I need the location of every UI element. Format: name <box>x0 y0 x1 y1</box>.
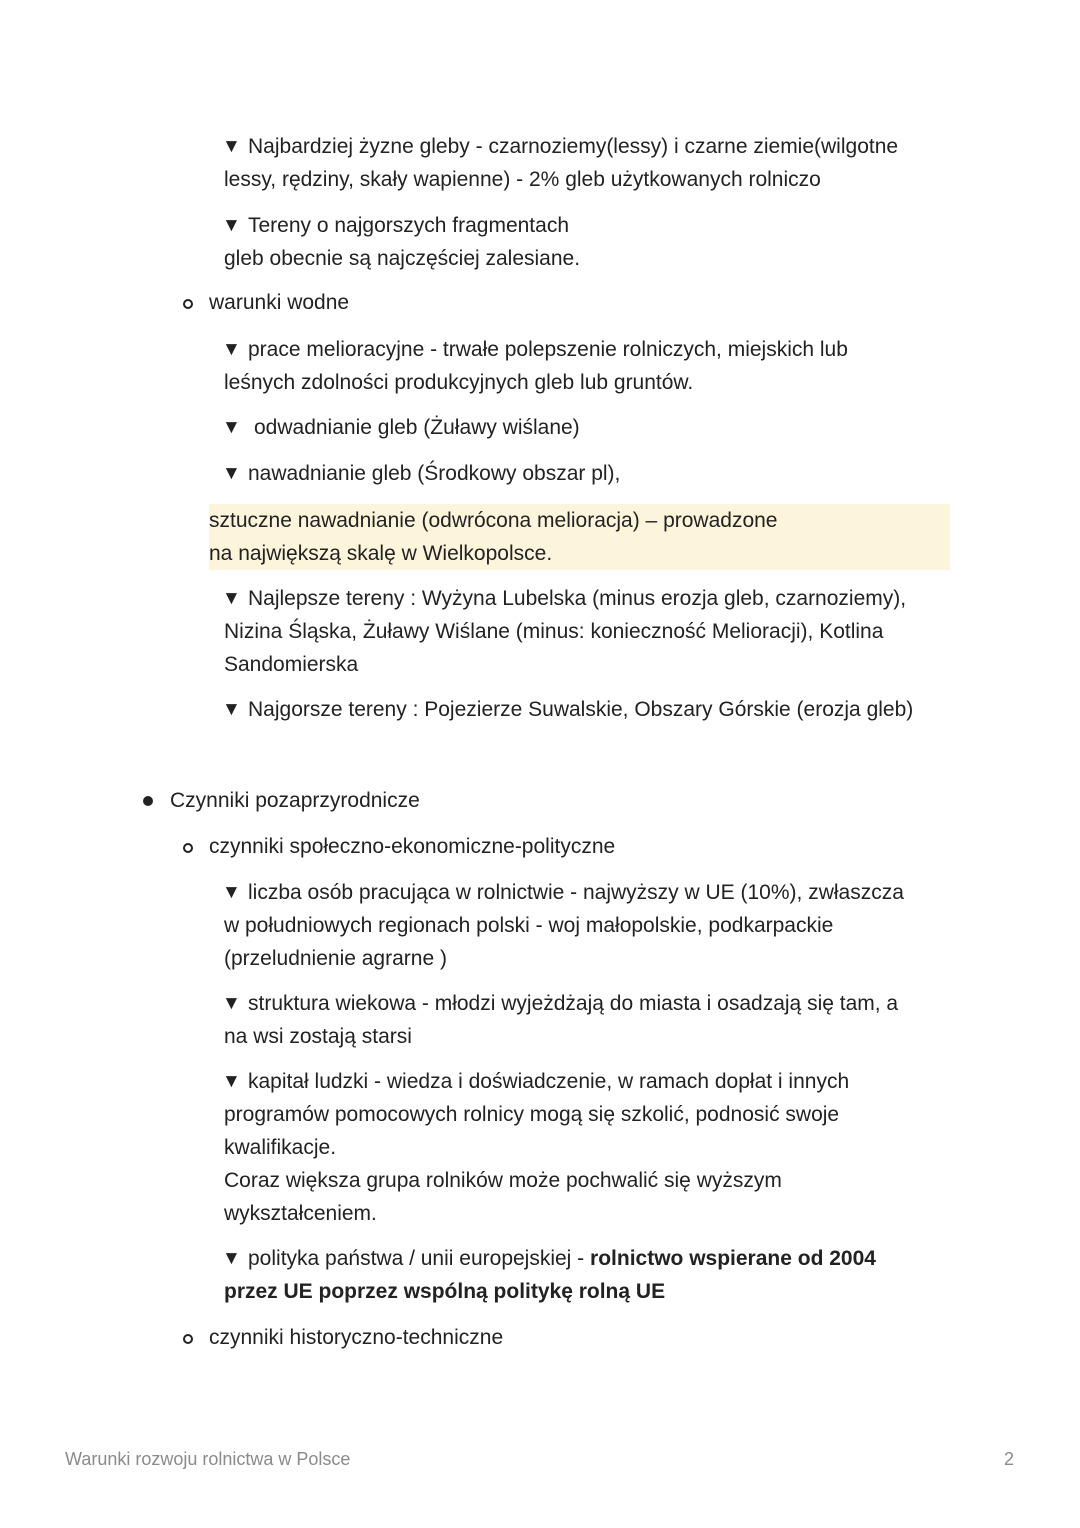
list-item-line: wykształceniem. <box>224 1202 377 1225</box>
list-item: odwadnianie gleb (Żuławy wiślane) <box>254 416 580 439</box>
highlight-line: na największą skalę w Wielkopolsce. <box>209 542 553 565</box>
triangle-bullet-icon: ▼ <box>222 588 241 609</box>
list-item-line: Najlepsze tereny : Wyżyna Lubelska (minus erozja gleb, czarnoziemy), <box>248 587 907 610</box>
list-item-line: w południowych regionach polski - woj małopolskie, podkarpackie <box>224 914 834 937</box>
circle-bullet-icon <box>183 843 193 853</box>
list-item <box>224 1065 964 1230</box>
list-item <box>224 987 964 1053</box>
triangle-bullet-icon: ▼ <box>222 463 241 484</box>
list-item-line: Coraz większa grupa rolników może pochwalić się wyższym <box>224 1169 782 1192</box>
list-item-line: Najbardziej żyzne gleby - czarnoziemy(lessy) i czarne ziemie(wilgotne <box>248 135 899 158</box>
list-item-line: liczba osób pracująca w rolnictwie - najwyższy w UE (10%), zwłaszcza <box>248 881 904 904</box>
subsection-heading-historical: czynniki historyczno-techniczne <box>209 1326 504 1349</box>
policy-emphasis-cont: przez UE poprzez wspólną politykę rolną UE <box>224 1280 666 1303</box>
circle-bullet-icon <box>183 299 193 309</box>
triangle-bullet-icon: ▼ <box>222 1071 241 1092</box>
policy-label: polityka państwa / unii europejskiej - <box>248 1247 585 1270</box>
list-item-line: leśnych zdolności produkcyjnych gleb lub gruntów. <box>224 371 694 394</box>
triangle-bullet-icon: ▼ <box>222 699 241 720</box>
list-item-line: Tereny o najgorszych fragmentach <box>248 214 569 237</box>
list-item-line: programów pomocowych rolnicy mogą się szkolić, podnosić swoje <box>224 1103 840 1126</box>
list-item <box>224 1242 964 1308</box>
list-item-line: (przeludnienie agrarne ) <box>224 947 447 970</box>
section-heading-nonnatural: Czynniki pozaprzyrodnicze <box>170 789 420 812</box>
triangle-bullet-icon: ▼ <box>222 1248 241 1269</box>
list-item-line <box>224 1242 964 1275</box>
list-item <box>224 333 964 399</box>
triangle-bullet-icon: ▼ <box>222 136 241 157</box>
list-item: Najgorsze tereny : Pojezierze Suwalskie, Obszary Górskie (erozja gleb) <box>248 698 914 721</box>
list-item <box>224 130 964 196</box>
list-item-line <box>224 1275 964 1308</box>
list-item-line: gleb obecnie są najczęściej zalesiane. <box>224 247 581 270</box>
list-item-line: lessy, rędziny, skały wapienne) - 2% gleb użytkowanych rolniczo <box>224 168 821 191</box>
subsection-heading-socioeconomic: czynniki społeczno-ekonomiczne-polityczne <box>209 835 616 858</box>
highlight-line: sztuczne nawadnianie (odwrócona melioracja) – prowadzone <box>209 509 778 532</box>
section-heading-water: warunki wodne <box>209 291 350 314</box>
list-item: nawadnianie gleb (Środkowy obszar pl), <box>248 462 621 485</box>
list-item-line: struktura wiekowa - młodzi wyjeżdżają do miasta i osadzają się tam, a <box>248 992 899 1015</box>
list-item-line: kapitał ludzki - wiedza i doświadczenie, w ramach dopłat i innych <box>248 1070 850 1093</box>
list-item <box>224 209 964 275</box>
circle-bullet-icon <box>183 1334 193 1344</box>
triangle-bullet-icon: ▼ <box>222 215 241 236</box>
policy-emphasis: rolnictwo wspierane od 2004 <box>590 1247 876 1270</box>
list-item-line: na wsi zostają starsi <box>224 1025 412 1048</box>
list-item <box>224 876 964 975</box>
list-item-line: prace melioracyjne - trwałe polepszenie rolniczych, miejskich lub <box>248 338 848 361</box>
triangle-bullet-icon: ▼ <box>222 993 241 1014</box>
footer-title: Warunki rozwoju rolnictwa w Polsce <box>65 1449 351 1469</box>
disc-bullet-icon <box>143 796 153 806</box>
triangle-bullet-icon: ▼ <box>222 882 241 903</box>
triangle-bullet-icon: ▼ <box>222 417 241 438</box>
triangle-bullet-icon: ▼ <box>222 339 241 360</box>
list-item <box>224 582 964 681</box>
page-number: 2 <box>1004 1449 1015 1469</box>
list-item-line: Nizina Śląska, Żuławy Wiślane (minus: konieczność Melioracji), Kotlina <box>224 620 884 643</box>
list-item-line: Sandomierska <box>224 653 359 676</box>
list-item-line: kwalifikacje. <box>224 1136 337 1159</box>
highlighted-note-text <box>209 504 778 570</box>
